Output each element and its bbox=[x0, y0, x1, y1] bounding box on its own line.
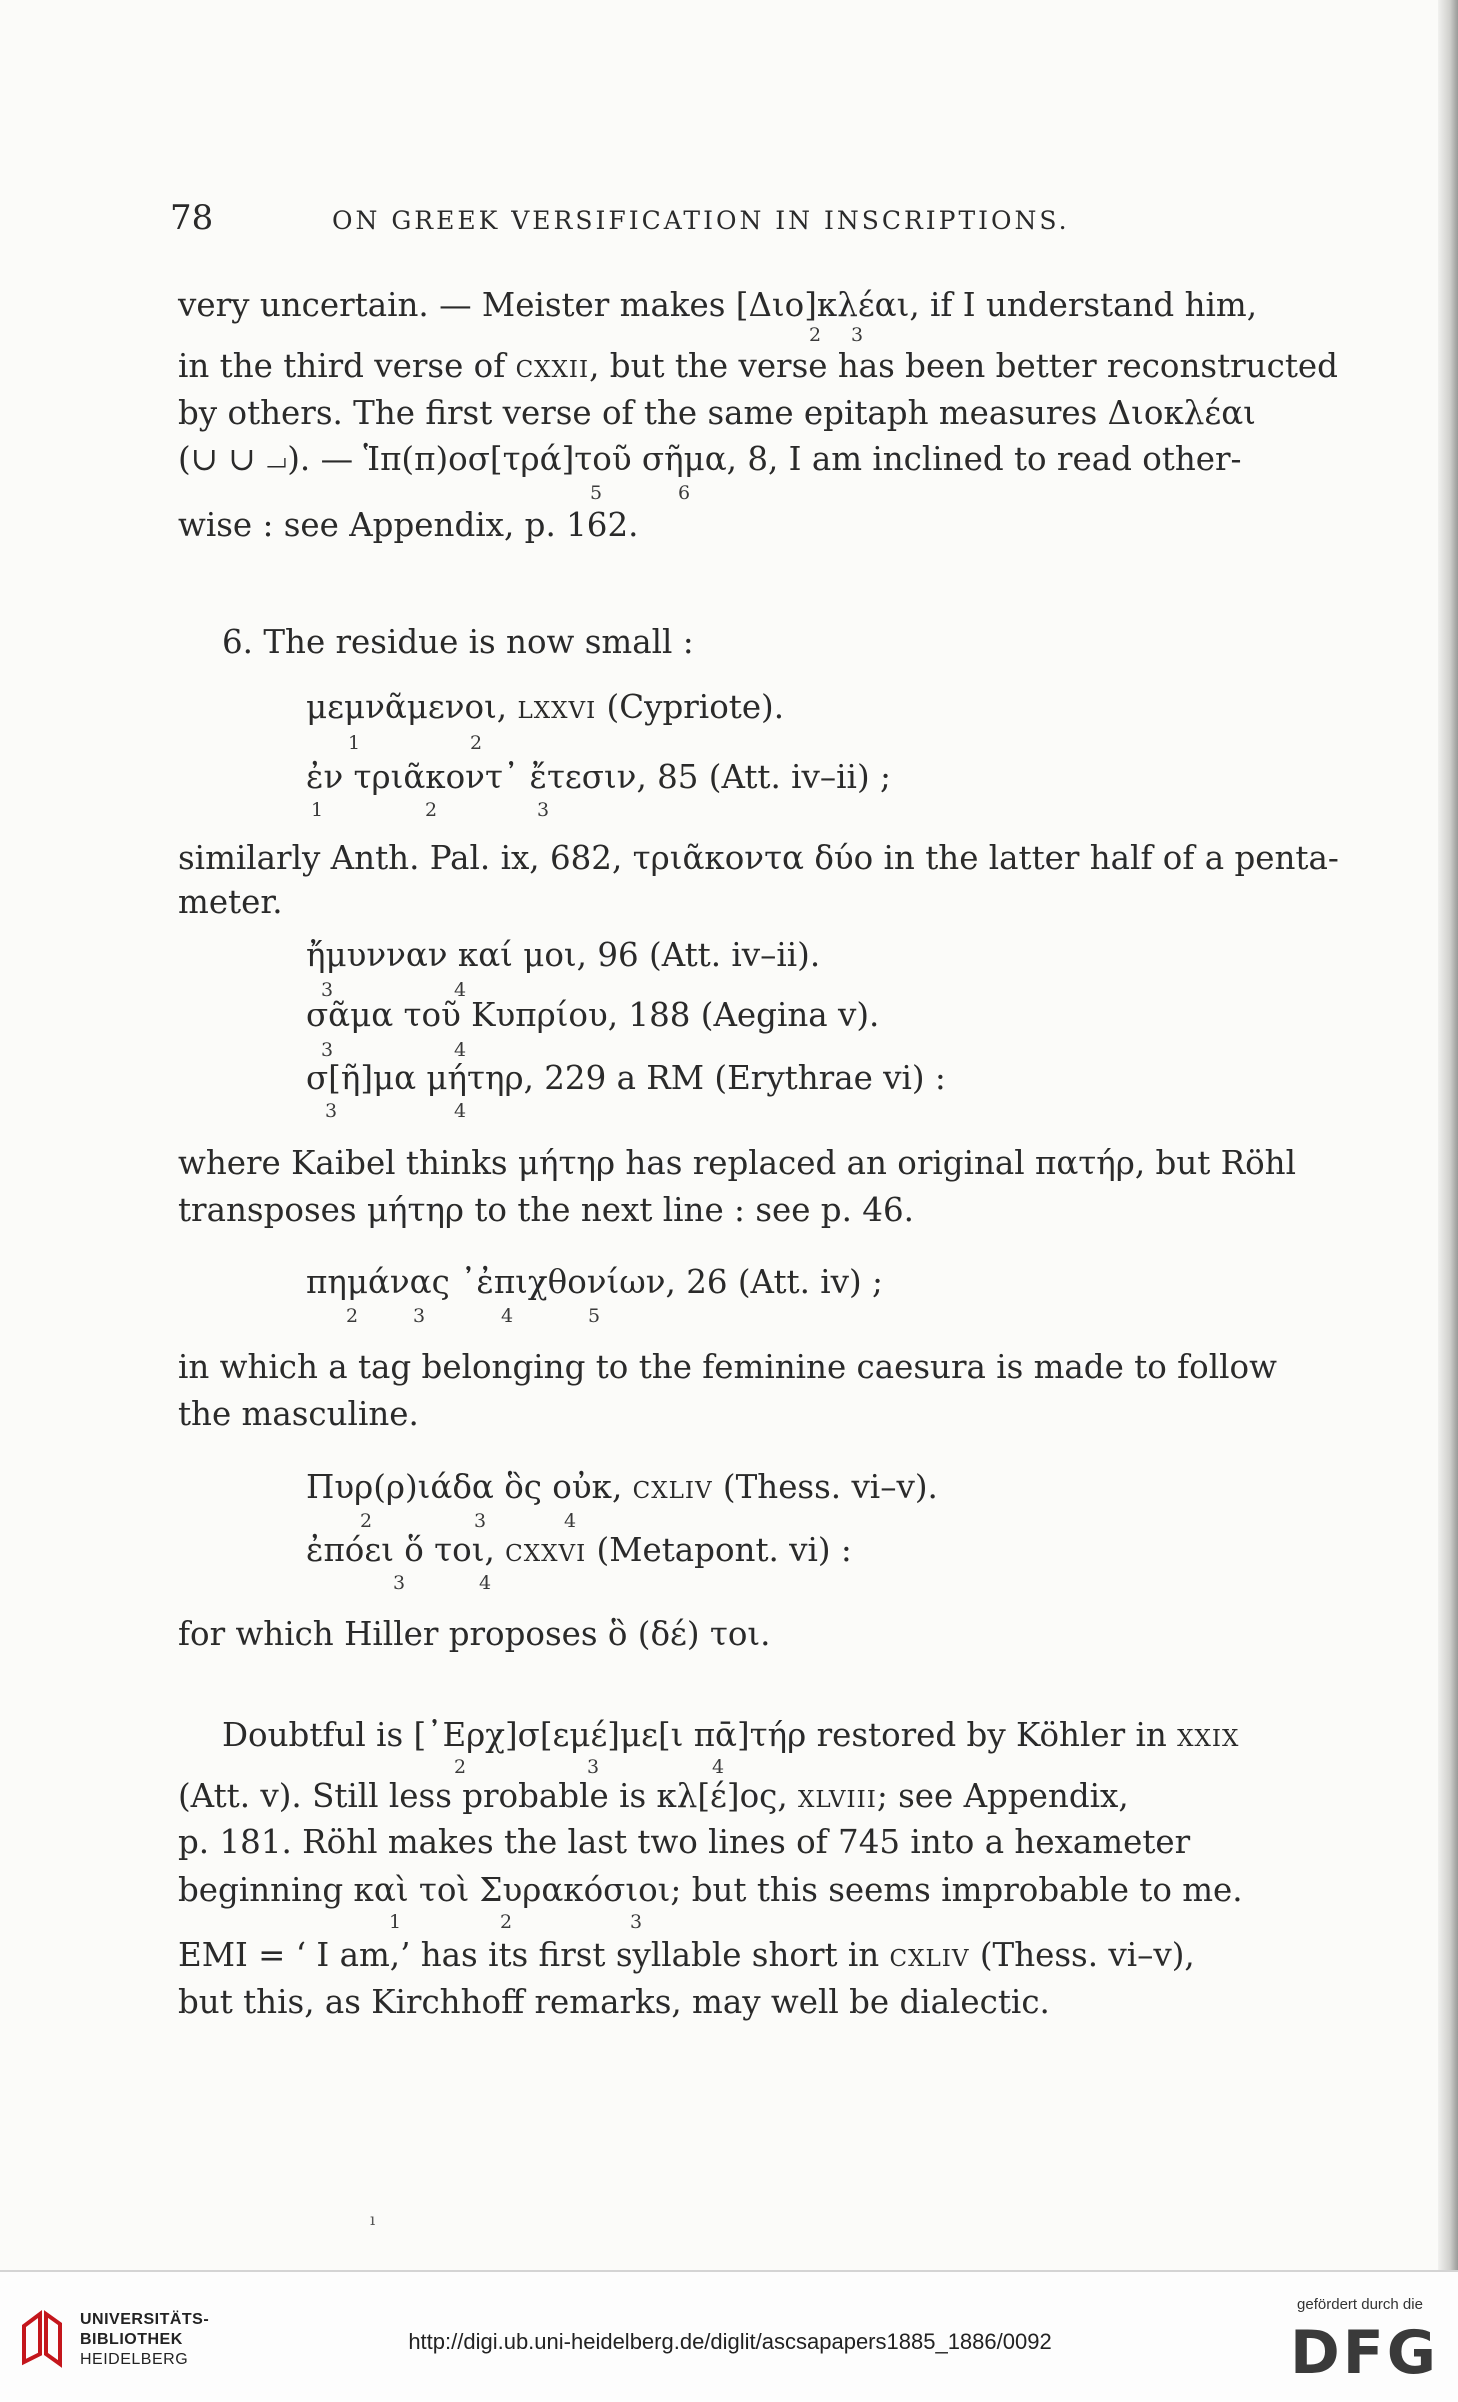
ictus-number: 4 bbox=[479, 1572, 492, 1594]
ictus-number: 2 bbox=[500, 1911, 513, 1933]
sponsor-caption: gefördert durch die bbox=[1297, 2296, 1423, 2313]
text-line: for which Hiller proposes ὃ (δέ) τοι. bbox=[178, 1615, 771, 1653]
text-line: very uncertain. — Meister makes [Διο]κλέαι, if I understand him, bbox=[178, 286, 1258, 324]
inscription-number: cxliv bbox=[889, 1936, 970, 1974]
example-line: σᾶμα τοῦ Κυπρίου, 188 (Aegina v). bbox=[306, 996, 880, 1034]
ictus-number: 2 bbox=[470, 732, 483, 754]
ictus-number: 3 bbox=[413, 1305, 426, 1327]
example-line: μεμνᾶμενοι, lxxvi (Cypriote). bbox=[306, 688, 785, 726]
ictus-number: 4 bbox=[454, 979, 467, 1001]
text-line: in the third verse of cxxii, but the verse has been better reconstructed bbox=[178, 347, 1338, 385]
text-line: by others. The first verse of the same epitaph measures Διοκλέαι bbox=[178, 394, 1256, 432]
page-edge-shadow bbox=[1438, 0, 1458, 2270]
ictus-number: 3 bbox=[325, 1100, 338, 1122]
ictus-number: 3 bbox=[393, 1572, 406, 1594]
section-heading: 6. The residue is now small : bbox=[222, 623, 694, 661]
ictus-number: 4 bbox=[454, 1100, 467, 1122]
ictus-number: 2 bbox=[425, 799, 438, 821]
ictus-number: 5 bbox=[588, 1305, 601, 1327]
stray-mark: ı bbox=[370, 2210, 376, 2229]
footer-bar bbox=[0, 2270, 1458, 2402]
example-line: πημάνας ᾽ἐπιχθονίων, 26 (Att. iv) ; bbox=[306, 1263, 883, 1301]
text-line: the masculine. bbox=[178, 1395, 419, 1433]
ictus-number: 1 bbox=[389, 1911, 402, 1933]
example-line: ἤμυνναν καί μοι, 96 (Att. iv–ii). bbox=[306, 936, 821, 974]
ictus-number: 2 bbox=[346, 1305, 359, 1327]
text-line: Doubtful is [᾽Ερχ]σ[εμέ]με[ι πᾱ]τήρ restored by Köhler in xxix bbox=[222, 1716, 1240, 1754]
ictus-number: 3 bbox=[321, 979, 334, 1001]
text-line: wise : see Appendix, p. 162. bbox=[178, 506, 639, 544]
text-line: p. 181. Röhl makes the last two lines of 745 into a hexameter bbox=[178, 1823, 1191, 1861]
ictus-number: 3 bbox=[474, 1510, 487, 1532]
inscription-number: xlviii bbox=[798, 1777, 877, 1815]
ictus-number: 3 bbox=[851, 324, 864, 346]
example-line: ἐπόει ὅ τοι, cxxvi (Metapont. vi) : bbox=[306, 1531, 852, 1569]
text-line: but this, as Kirchhoff remarks, may well be dialectic. bbox=[178, 1983, 1050, 2021]
ictus-number: 4 bbox=[712, 1756, 725, 1778]
text-line: where Kaibel thinks μήτηρ has replaced an original πατήρ, but Röhl bbox=[178, 1144, 1297, 1182]
university-library-logo bbox=[18, 2310, 66, 2368]
ictus-number: 3 bbox=[587, 1756, 600, 1778]
ictus-number: 3 bbox=[630, 1911, 643, 1933]
ictus-number: 1 bbox=[348, 732, 361, 754]
example-line: ἐν τριᾶκοντ᾽ ἔτεσιν, 85 (Att. iv–ii) ; bbox=[306, 758, 891, 796]
ictus-number: 2 bbox=[360, 1510, 373, 1532]
ictus-number: 3 bbox=[321, 1039, 334, 1061]
text-line: EMI = ‘ I am,’ has its first syllable short in cxliv (Thess. vi–v), bbox=[178, 1936, 1195, 1974]
inscription-number: xxix bbox=[1177, 1716, 1240, 1754]
ictus-number: 5 bbox=[590, 482, 603, 504]
text-line: transposes μήτηρ to the next line : see p. 46. bbox=[178, 1191, 914, 1229]
text-line: in which a tag belonging to the feminine caesura is made to follow bbox=[178, 1348, 1277, 1386]
ictus-number: 4 bbox=[501, 1305, 514, 1327]
text-line: meter. bbox=[178, 883, 283, 921]
dfg-logo: DFG bbox=[1290, 2318, 1440, 2388]
library-name: UNIVERSITÄTS- BIBLIOTHEK HEIDELBERG bbox=[80, 2311, 210, 2368]
ictus-number: 2 bbox=[454, 1756, 467, 1778]
ictus-number: 4 bbox=[454, 1039, 467, 1061]
example-line: σ[ῆ]μα μήτηρ, 229 a RM (Erythrae vi) : bbox=[306, 1059, 946, 1097]
source-url-link[interactable]: http://digi.ub.uni-heidelberg.de/diglit/ascsapapers1885_1886/0092 bbox=[408, 2329, 1052, 2354]
ictus-number: 3 bbox=[537, 799, 550, 821]
text-line: beginning καὶ τοὶ Συρακόσιοι; but this seems improbable to me. bbox=[178, 1871, 1243, 1909]
text-line: similarly Anth. Pal. ix, 682, τριᾶκοντα δύο in the latter half of a penta- bbox=[178, 839, 1339, 877]
ictus-number: 6 bbox=[678, 482, 691, 504]
ictus-number: 4 bbox=[564, 1510, 577, 1532]
ictus-number: 2 bbox=[809, 324, 822, 346]
running-title: ON GREEK VERSIFICATION IN INSCRIPTIONS. bbox=[332, 206, 1070, 235]
text-line: (Att. v). Still less probable is κλ[έ]ος, xlviii; see Appendix, bbox=[178, 1777, 1129, 1815]
inscription-number: cxxii bbox=[515, 347, 590, 385]
ictus-number: 1 bbox=[311, 799, 324, 821]
example-line: Πυρ(ρ)ιάδα ὃς οὐκ, cxliv (Thess. vi–v). bbox=[306, 1468, 938, 1506]
text-line: (∪ ∪ ⏗). — Ἱπ(π)οσ[τρά]τοῦ σῆμα, 8, I am inclined to read other- bbox=[178, 440, 1242, 478]
page-number: 78 bbox=[170, 198, 214, 238]
